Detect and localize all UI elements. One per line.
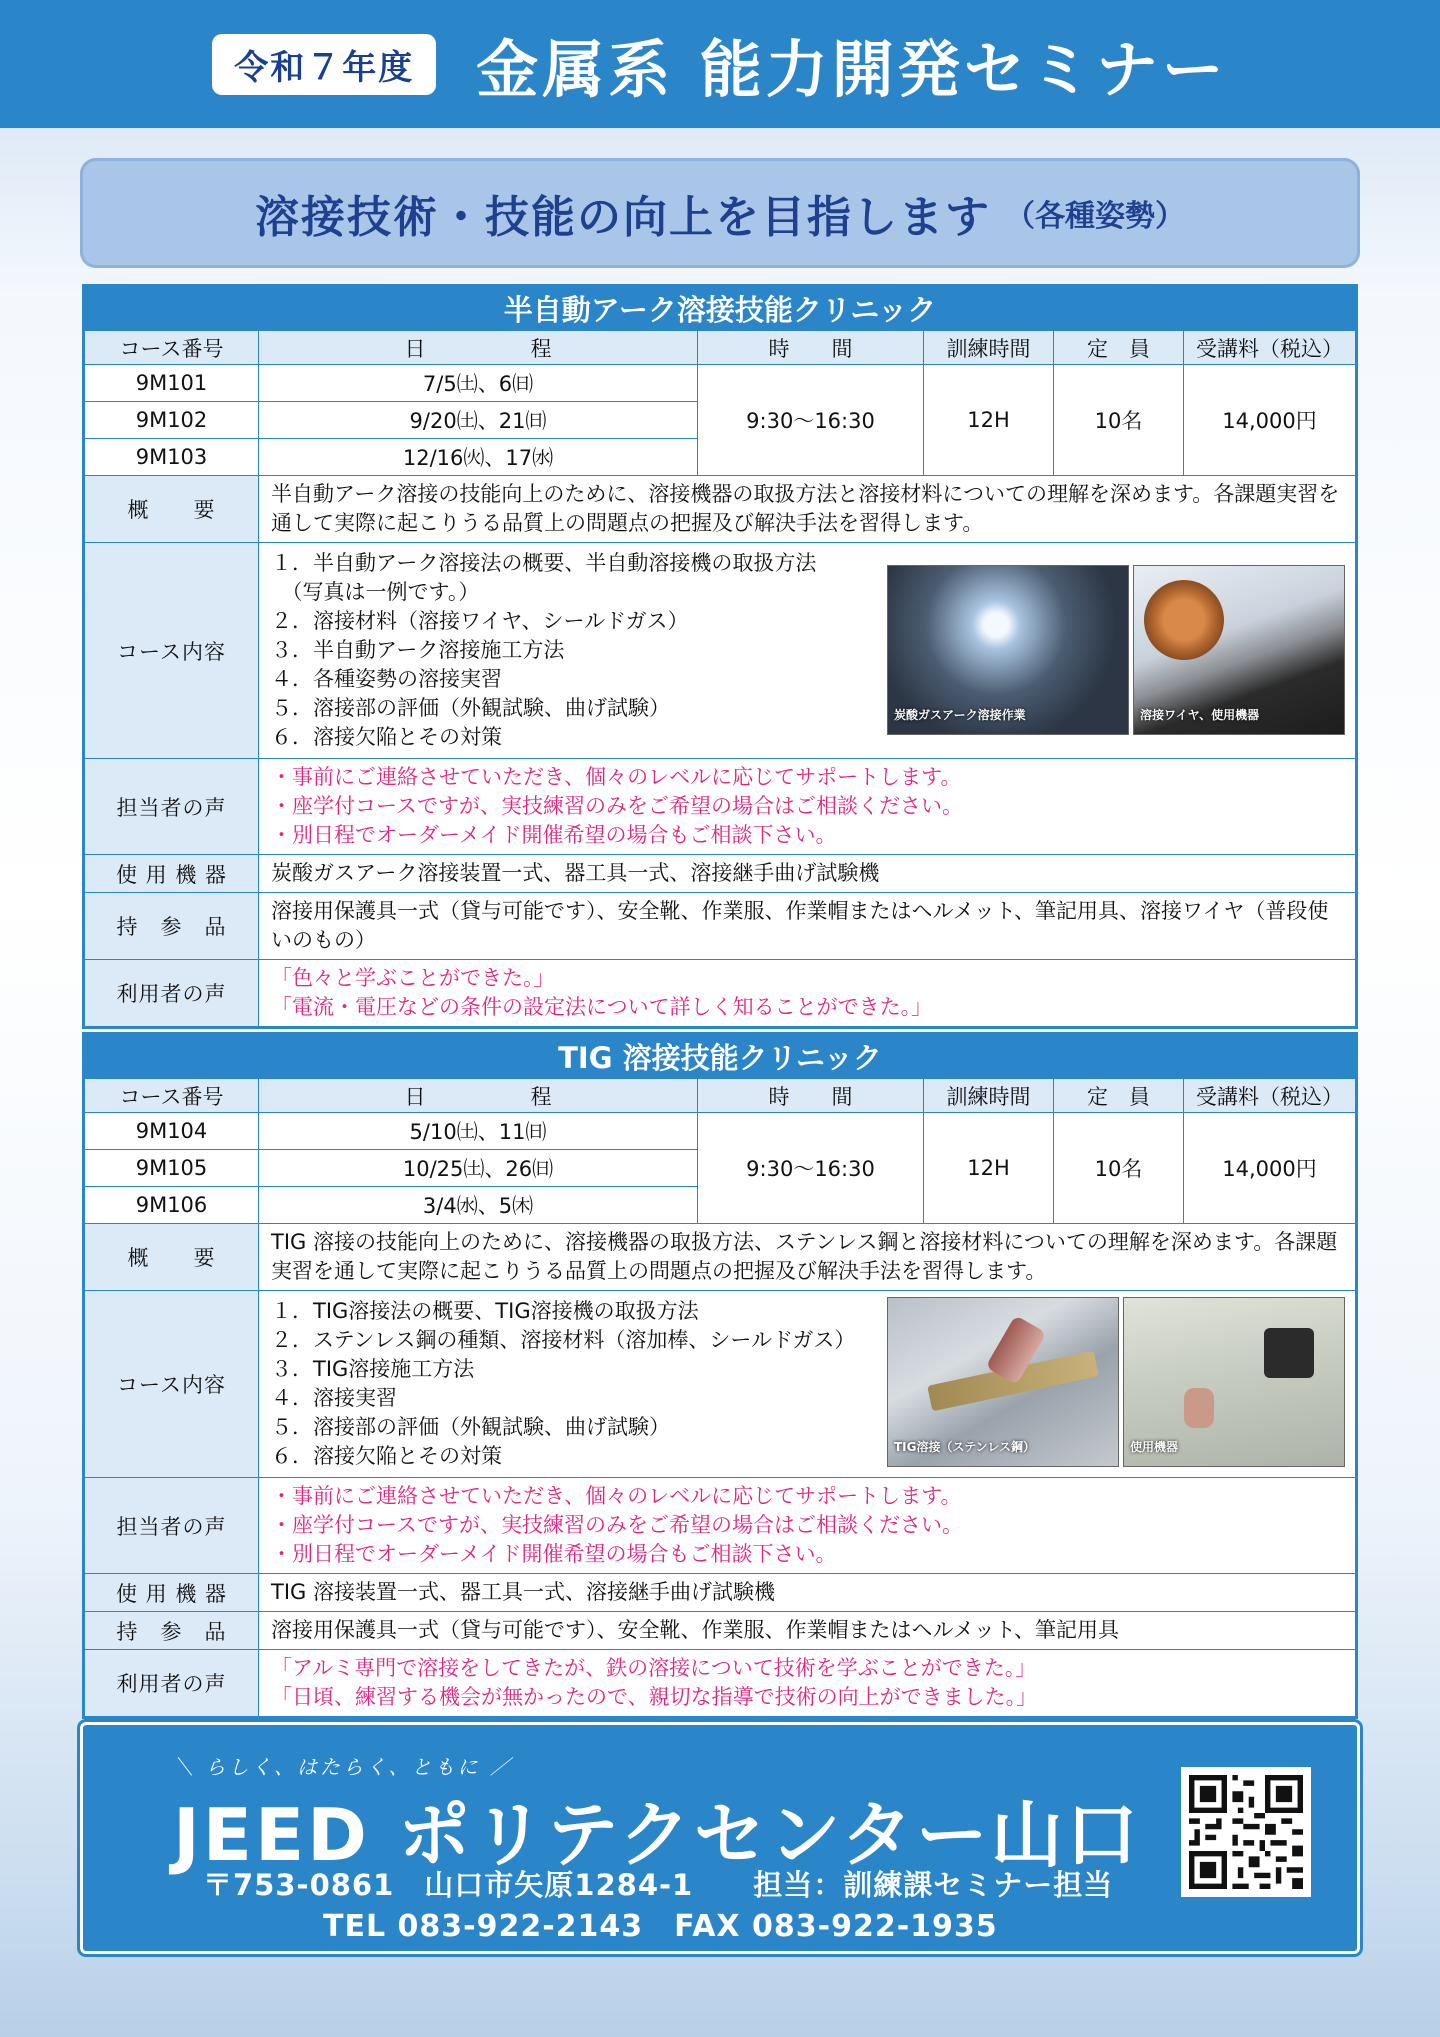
footer-tagline: ＼ らしく、はたらく、ともに ／ <box>173 1755 513 1779</box>
col-fee: 受講料（税込） <box>1184 1079 1356 1113</box>
list-item: ・座学付コースですが、実技練習のみをご希望の場合はご相談ください。 <box>271 1513 963 1537</box>
nozzle-shape <box>1184 1388 1214 1428</box>
course-table <box>84 330 1356 1027</box>
photo-caption: 炭酸ガスアーク溶接作業 <box>894 708 1026 722</box>
page-title: 金属系 能力開発セミナー <box>476 32 1228 106</box>
top-header-bar <box>0 0 1440 128</box>
list-item: ４．溶接実習 <box>271 1386 397 1410</box>
staff-voice-row <box>85 1478 1356 1574</box>
photo-caption: 使用機器 <box>1130 1440 1179 1454</box>
equipment-row <box>85 855 1356 893</box>
list-item: ２．溶接材料（溶接ワイヤ、シールドガス） <box>271 609 689 633</box>
label-staff-voice: 担当者の声 <box>85 759 259 855</box>
course-table <box>84 1078 1356 1717</box>
list-item: 「電流・電圧などの条件の設定法について詳しく知ることができた。」 <box>271 995 933 1019</box>
course-fee: 14,000円 <box>1184 365 1356 476</box>
col-capacity: 定 員 <box>1054 331 1184 365</box>
course-fee: 14,000円 <box>1184 1113 1356 1224</box>
course-date: 12/16㈫、17㈬ <box>259 439 698 476</box>
headline-main: 溶接技術・技能の向上を目指します <box>255 192 991 243</box>
course-capacity: 10名 <box>1054 365 1184 476</box>
bring-row <box>85 1612 1356 1650</box>
bring-text: 溶接用保護具一式（貸与可能です）、安全靴、作業服、作業帽またはヘルメット、筆記用具 <box>259 1612 1356 1650</box>
col-capacity: 定 員 <box>1054 1079 1184 1113</box>
bring-row <box>85 893 1356 960</box>
course-no: 9M103 <box>85 439 259 476</box>
staff-voice-cell <box>259 1478 1356 1574</box>
bring-text: 溶接用保護具一式（貸与可能です）、安全靴、作業服、作業帽またはヘルメット、筆記用具、溶接ワイヤ（普段使いのもの） <box>259 893 1356 960</box>
content-row <box>85 543 1356 759</box>
wire-equipment-photo <box>1133 565 1345 735</box>
col-hours: 訓練時間 <box>924 1079 1054 1113</box>
course-capacity: 10名 <box>1054 1113 1184 1224</box>
user-voice-row <box>85 1650 1356 1717</box>
qr-code-graphic <box>1189 1775 1303 1889</box>
table-row <box>85 1113 1356 1150</box>
list-item: １．半自動アーク溶接法の概要、半自動溶接機の取扱方法 <box>271 551 817 575</box>
list-item: ４．各種姿勢の溶接実習 <box>271 667 502 691</box>
contact-footer <box>80 1722 1360 1954</box>
label-user-voice: 利用者の声 <box>85 960 259 1027</box>
label-bring: 持 参 品 <box>85 893 259 960</box>
list-item: ３．TIG溶接施工方法 <box>271 1357 475 1381</box>
tig-equipment-photo <box>1123 1297 1345 1467</box>
course-no: 9M104 <box>85 1113 259 1150</box>
overview-text: 半自動アーク溶接の技能向上のために、溶接機器の取扱方法と溶接材料についての理解を深めます。各課題実習を通して実際に起こりうる品質上の問題点の把握及び解決手法を習得します。 <box>259 476 1356 543</box>
staff-voice-cell <box>259 759 1356 855</box>
list-item: ・別日程でオーダーメイド開催希望の場合もご相談下さい。 <box>271 1542 837 1566</box>
label-bring: 持 参 品 <box>85 1612 259 1650</box>
headline-sub: （各種姿勢） <box>1005 199 1185 234</box>
content-cell <box>259 543 1356 759</box>
course-no: 9M106 <box>85 1187 259 1224</box>
wire-spool-shape <box>1144 580 1224 660</box>
table-header-row <box>85 1079 1356 1113</box>
course-date: 7/5㈯、6㈰ <box>259 365 698 402</box>
content-row <box>85 1291 1356 1478</box>
course-date: 5/10㈯、11㈰ <box>259 1113 698 1150</box>
col-course-no: コース番号 <box>85 331 259 365</box>
welding-photo <box>887 565 1129 735</box>
footer-phone-fax: TEL 083-922-2143 FAX 083-922-1935 <box>323 1909 998 1944</box>
label-content: コース内容 <box>85 543 259 759</box>
course-time: 9:30～16:30 <box>698 1113 924 1224</box>
staff-voice-row <box>85 759 1356 855</box>
list-item: ６．溶接欠陥とその対策 <box>271 1444 502 1468</box>
list-item: ３．半自動アーク溶接施工方法 <box>271 638 565 662</box>
course-no: 9M105 <box>85 1150 259 1187</box>
headline-banner <box>80 158 1360 268</box>
col-fee: 受講料（税込） <box>1184 331 1356 365</box>
user-voice-cell <box>259 960 1356 1027</box>
label-equipment: 使 用 機 器 <box>85 855 259 893</box>
user-voice-cell <box>259 1650 1356 1717</box>
course-date: 3/4㈬、5㈭ <box>259 1187 698 1224</box>
list-item: ６．溶接欠陥とその対策 <box>271 725 502 749</box>
list-item: ・座学付コースですが、実技練習のみをご希望の場合はご相談ください。 <box>271 794 963 818</box>
equipment-shape <box>1264 1328 1314 1378</box>
tig-welding-photo <box>887 1297 1119 1467</box>
list-item: ２．ステンレス鋼の種類、溶接材料（溶加棒、シールドガス） <box>271 1328 856 1352</box>
course-section-tig <box>82 1032 1358 1719</box>
photo-caption: 溶接ワイヤ、使用機器 <box>1140 708 1260 722</box>
list-item: 「アルミ専門で溶接をしてきたが、鉄の溶接について技術を学ぶことができた。」 <box>271 1656 1037 1680</box>
col-schedule: 日 程 <box>259 1079 698 1113</box>
col-course-no: コース番号 <box>85 1079 259 1113</box>
list-item: 「日頃、練習する機会が無かったので、親切な指導で技術の向上ができました。」 <box>271 1685 1038 1709</box>
label-content: コース内容 <box>85 1291 259 1478</box>
label-equipment: 使 用 機 器 <box>85 1574 259 1612</box>
overview-row <box>85 1224 1356 1291</box>
year-badge: 令和７年度 <box>212 34 436 95</box>
user-voice-row <box>85 960 1356 1027</box>
col-time: 時 間 <box>698 1079 924 1113</box>
course-hours: 12H <box>924 1113 1054 1224</box>
list-item: ・事前にご連絡させていただき、個々のレベルに応じてサポートします。 <box>271 1484 962 1508</box>
course-hours: 12H <box>924 365 1054 476</box>
course-no: 9M101 <box>85 365 259 402</box>
equipment-text: 炭酸ガスアーク溶接装置一式、器工具一式、溶接継手曲げ試験機 <box>259 855 1356 893</box>
label-overview: 概 要 <box>85 476 259 543</box>
course-no: 9M102 <box>85 402 259 439</box>
col-hours: 訓練時間 <box>924 331 1054 365</box>
equipment-text: TIG 溶接装置一式、器工具一式、溶接継手曲げ試験機 <box>259 1574 1356 1612</box>
overview-text: TIG 溶接の技能向上のために、溶接機器の取扱方法、ステンレス鋼と溶接材料についての理解を深めます。各課題実習を通して実際に起こりうる品質上の問題点の把握及び解決手法を習得します。 <box>259 1224 1356 1291</box>
list-item: １．TIG溶接法の概要、TIG溶接機の取扱方法 <box>271 1299 699 1323</box>
section-title: TIG 溶接技能クリニック <box>84 1034 1356 1078</box>
list-item: ５．溶接部の評価（外観試験、曲げ試験） <box>271 1415 670 1439</box>
course-time: 9:30～16:30 <box>698 365 924 476</box>
course-date: 10/25㈯、26㈰ <box>259 1150 698 1187</box>
footer-address: 〒753-0861 山口市矢原1284-1 担当：訓練課セミナー担当 <box>203 1868 1114 1902</box>
overview-row <box>85 476 1356 543</box>
photo-caption: TIG溶接（ステンレス鋼） <box>894 1440 1036 1454</box>
col-time: 時 間 <box>698 331 924 365</box>
list-item: ・別日程でオーダーメイド開催希望の場合もご相談下さい。 <box>271 823 837 847</box>
list-item: 「色々と学ぶことができた。」 <box>271 966 555 990</box>
qr-code-icon[interactable] <box>1181 1767 1311 1897</box>
section-title: 半自動アーク溶接技能クリニック <box>84 286 1356 330</box>
content-cell <box>259 1291 1356 1478</box>
course-section-semi-auto <box>82 284 1358 1029</box>
label-overview: 概 要 <box>85 1224 259 1291</box>
list-item: ・事前にご連絡させていただき、個々のレベルに応じてサポートします。 <box>271 765 962 789</box>
organization-name: JEED ポリテクセンター山口 <box>173 1793 1141 1877</box>
table-header-row <box>85 331 1356 365</box>
label-staff-voice: 担当者の声 <box>85 1478 259 1574</box>
col-schedule: 日 程 <box>259 331 698 365</box>
table-row <box>85 365 1356 402</box>
label-user-voice: 利用者の声 <box>85 1650 259 1717</box>
equipment-row <box>85 1574 1356 1612</box>
course-date: 9/20㈯、21㈰ <box>259 402 698 439</box>
list-item: （写真は一例です。） <box>271 580 480 604</box>
list-item: ５．溶接部の評価（外観試験、曲げ試験） <box>271 696 670 720</box>
